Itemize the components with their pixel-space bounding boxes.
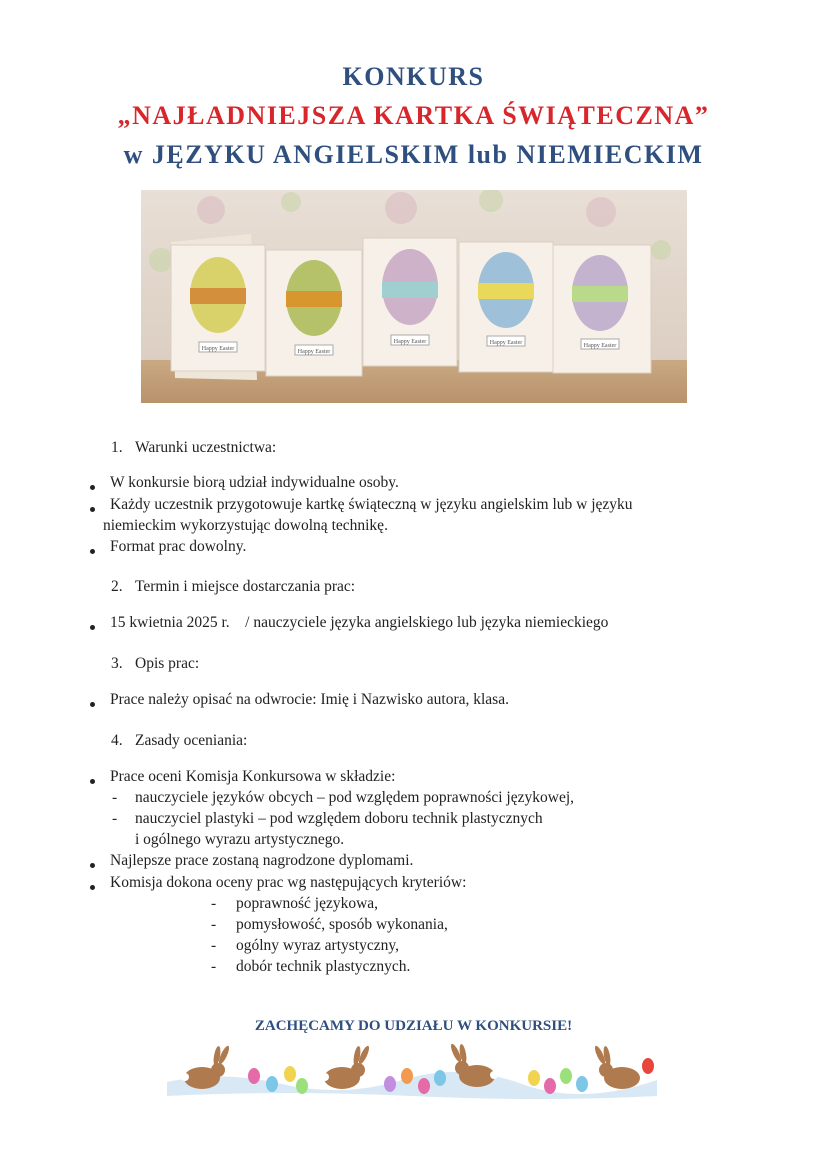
bunny-icon bbox=[593, 1045, 640, 1089]
bunny-icon bbox=[321, 1045, 371, 1089]
dash-marker: - bbox=[211, 916, 217, 933]
list-item: Każdy uczestnik przygotowuje kartkę świąteczną w języku angielskim lub w języku bbox=[110, 496, 633, 513]
bullet-icon bbox=[90, 885, 95, 890]
bullet-icon bbox=[90, 863, 95, 868]
list-item: W konkursie biorą udział indywidualne osoby. bbox=[110, 474, 399, 491]
list-item: Najlepsze prace zostaną nagrodzone dyplomami. bbox=[110, 852, 414, 869]
list-item-continued: niemieckim wykorzystując dowolną technikę. bbox=[103, 517, 388, 534]
title-konkurs: KONKURS bbox=[342, 62, 485, 91]
sub-item: nauczyciele języków obcych – pod względem poprawności językowej, bbox=[135, 789, 575, 806]
bullet-icon bbox=[90, 779, 95, 784]
bullet-icon bbox=[90, 485, 95, 490]
list-item: Prace oceni Komisja Konkursowa w składzie: bbox=[110, 768, 396, 785]
svg-text:Happy Easter: Happy Easter bbox=[201, 346, 235, 352]
section-number: 4. bbox=[111, 732, 123, 749]
criterion-item: poprawność językowa, bbox=[236, 895, 379, 912]
section-number: 3. bbox=[111, 655, 123, 672]
list-item: 15 kwietnia 2025 r. / nauczyciele języka angielskiego lub języka niemieckiego bbox=[110, 614, 609, 631]
section-title: Zasady oceniania: bbox=[135, 732, 248, 749]
dash-marker: - bbox=[211, 958, 217, 975]
list-item: Format prac dowolny. bbox=[110, 538, 247, 555]
sub-item-continued: i ogólnego wyrazu artystycznego. bbox=[135, 831, 345, 848]
title-languages: w JĘZYKU ANGIELSKIM lub NIEMIECKIM bbox=[123, 140, 704, 169]
criterion-item: dobór technik plastycznych. bbox=[236, 958, 411, 975]
dash-marker: - bbox=[211, 895, 217, 912]
section-number: 2. bbox=[111, 578, 123, 595]
bullet-icon bbox=[90, 549, 95, 554]
list-item: Komisja dokona oceny prac wg następujących kryteriów: bbox=[110, 874, 467, 891]
easter-cards-photo bbox=[141, 190, 687, 403]
bullet-icon bbox=[90, 702, 95, 707]
bullet-icon bbox=[90, 625, 95, 630]
list-item: Prace należy opisać na odwrocie: Imię i Nazwisko autora, klasa. bbox=[110, 691, 509, 708]
svg-text:Happy Easter: Happy Easter bbox=[297, 349, 331, 355]
svg-text:Happy Easter: Happy Easter bbox=[583, 343, 617, 349]
criterion-item: pomysłowość, sposób wykonania, bbox=[236, 916, 448, 933]
section-number: 1. bbox=[111, 439, 123, 456]
bullet-icon bbox=[90, 507, 95, 512]
section-title: Termin i miejsce dostarczania prac: bbox=[135, 578, 356, 595]
criterion-item: ogólny wyraz artystyczny, bbox=[236, 937, 399, 954]
dash-marker: - bbox=[112, 810, 118, 827]
section-title: Warunki uczestnictwa: bbox=[135, 439, 277, 456]
svg-text:Happy Easter: Happy Easter bbox=[489, 340, 523, 346]
svg-text:Happy Easter: Happy Easter bbox=[393, 339, 427, 345]
easter-border-decoration bbox=[162, 1040, 662, 1100]
closing-slogan: ZACHĘCAMY DO UDZIAŁU W KONKURSIE! bbox=[254, 1018, 573, 1034]
dash-marker: - bbox=[112, 789, 118, 806]
title-contest-name: „NAJŁADNIEJSZA KARTKA ŚWIĄTECZNA” bbox=[117, 101, 710, 130]
sub-item: nauczyciel plastyki – pod względem doboru technik plastycznych bbox=[135, 810, 543, 827]
section-title: Opis prac: bbox=[135, 655, 200, 672]
dash-marker: - bbox=[211, 937, 217, 954]
